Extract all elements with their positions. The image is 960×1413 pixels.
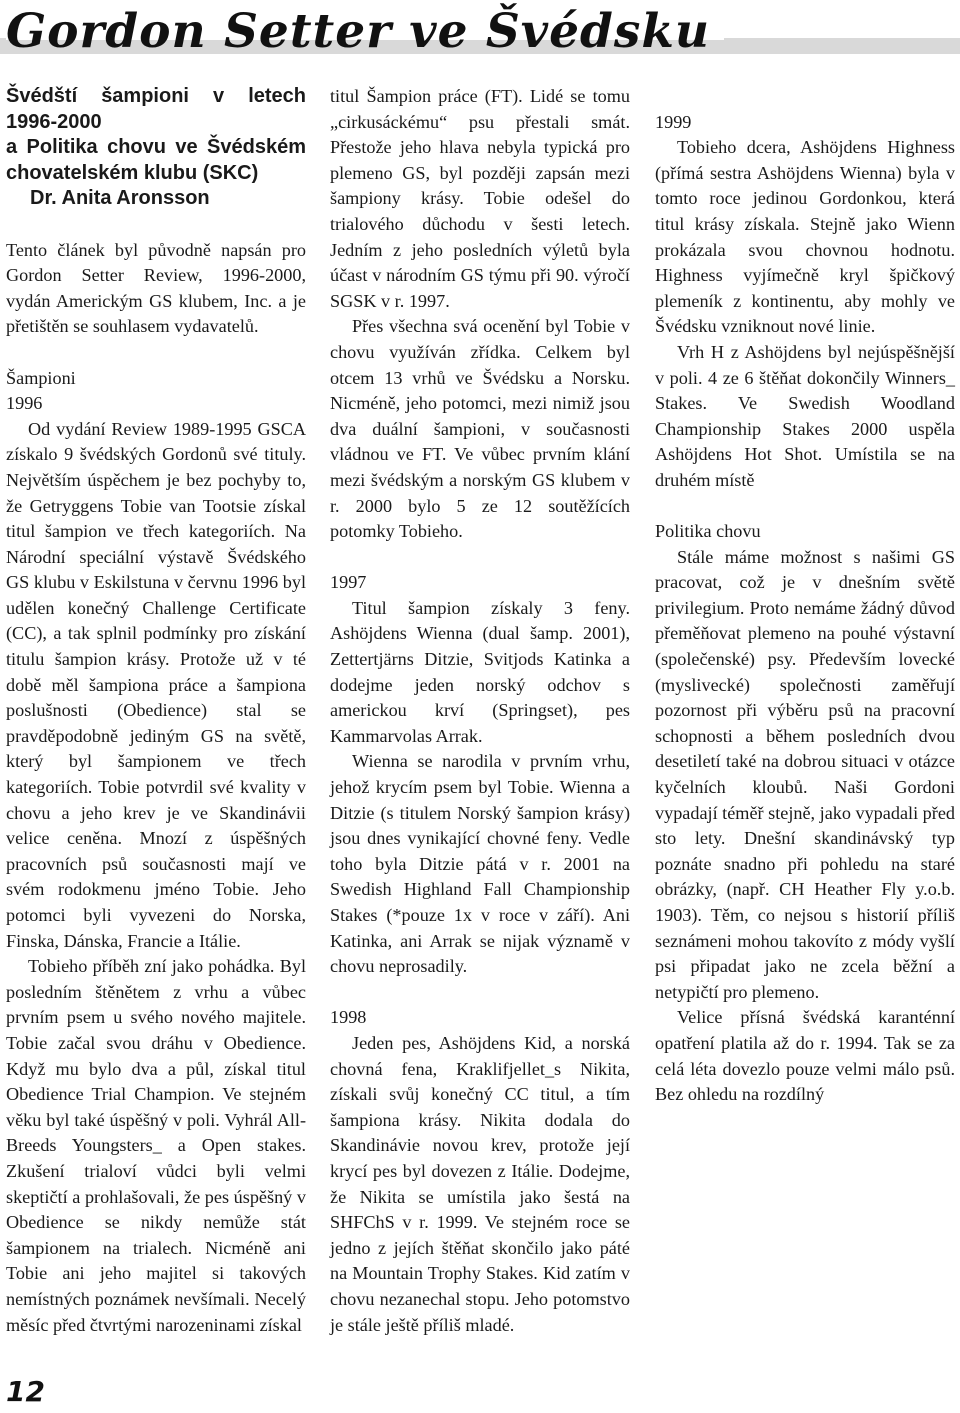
intro-paragraph: Tento článek byl původně napsán pro Gordon Setter Review, 1996-2000, vydán Americkým GS klubem, Inc. a je přetištěn se souhlasem vydavatelů.: [6, 239, 306, 337]
article-subtitle-line-2: a Politika chovu ve Švédském chovatelském klubu (SKC): [6, 136, 306, 184]
paragraph-1996-3: Přes všechna svá ocenění byl Tobie v chovu využíván zřídka. Celkem byl otcem 13 vrhů ve Švédsku a Norsku. Nicméně, jeho potomci, mezi nimiž jsou dva duální šampioni, v současnosti vládnou ve FT. Ve vůbec prvním klání mezi švédským a norským GS klubem v r. 2000 bylo 5 ze 12 soutěžících potomky Tobieho.: [330, 316, 630, 542]
paragraph-1997-2: Wienna se narodila v prvním vrhu, jehož krycím psem byl Tobie. Wienna a Ditzie (s titulem Norský šampion krásy) jsou dnes vynikající chovné feny. Vedle toho byla Ditzie pátá v r. 2001 na Swedish Highland Fall Championship Stakes (*pouze 1x v roce v září). Ani Katinka, ani Arrak se nijak významě v chovu neprosadily.: [330, 751, 630, 977]
paragraph-1998-1: Jeden pes, Ashöjdens Kid, a norská chovná fena, Kraklifjellet_s Nikita, získali svůj konečný CC titul, a tím šampiona krásy. Nikita dodala do Skandinávie novou krev, protože její krycí pes byl dovezen z Itálie. Dodejme, že Nikita se umístila jako šestá na SHFChS v r. 1999. Ve stejném roce se jedno z jejích štěňat skončilo jako páté na Mountain Trophy Stakes. Kid zatím v chovu nezanechal stopu. Jeho potomstvo je stále ještě příliš mladé.: [330, 1032, 630, 1335]
text-column-3: [655, 84, 955, 1108]
paragraph-1996-1: Od vydání Review 1989-1995 GSCA získalo 9 švédských Gordonů své tituly. Největším úspěchem je bez pochyby to, že Getryggens Tobie van Tootsie získal titul šampion ve třech kategoriích. Na Národní speciální výstavě Švédského GS klubu v Eskilstuna v červnu 1996 byl udělen konečný Challenge Certificate (CC), a tak splnil podmínky pro získání titulu šampion krásy. Protože už v té době měl šampiona práce a šampiona poslušnosti (Obedience) stal se pravděpodobně jediným GS na světě, který byl šampionem ve třech kategoriích. Tobie potvrdil své kvality v chovu a jeho krev je ve Skandinávii velice ceněna. Mnozí z úspěšných pracovních psů současnosti mají ve svém rodokmenu jméno Tobie. Jeho potomci byli vyvezeni do Norska, Finska, Dánska, Francie a Itálie.: [6, 418, 306, 951]
paragraph-policy-1: Stále máme možnost s našimi GS pracovat, což je v dnešním světě privilegium. Proto nemáme žádný důvod přeměňovat plemeno na pouhé výstavní (společenské) psy. Především lovecké (myslivecké) společnosti zaměřují pozornost při výběru psů na pracovní schopnosti a během posledních dvou desetiletí také na dobrou situaci v otázce kyčelních kloubů. Naši Gordoni vypadají téměř stejně, jako vypadali před sto lety. Dnešní skandinávský typ poznáte snadno při pohledu na staré obrázky, (např. CH Heather Fly y.o.b. 1903). Těm, co nejsou s historií příliš seznámeni mohou takovíto z módy vyšlí psi připadat jako ne zcela běžní a netypičtí pro plemeno.: [655, 546, 955, 1002]
section-heading-champions: Šampioni: [6, 367, 76, 388]
text-column-2: [330, 84, 630, 1338]
year-heading-1997: 1997: [330, 572, 367, 593]
paragraph-1997-1: Titul šampion získaly 3 feny. Ashöjdens Wienna (dual šamp. 2001), Zettertjärns Ditzie, Svitjods Katinka a dodejme jeden norský odchov s americkou krví (Springset), pes Kammarvolas Arrak.: [330, 597, 630, 746]
paragraph-1996-2: Tobieho příběh zní jako pohádka. Byl posledním štěnětem z vrhu a vůbec prvním psem u svého nového majitele. Tobie začal svou dráhu v Obedience. Když mu bylo dva a půl, získal titul Obedience Trial Champion. Ve stejném věku byl také úspěšný v poli. Vyhrál All-Breeds Youngsters_ a Open stakes. Zkušení trialoví vůdci byli velmi skeptičtí a prohlašovali, že pes úspěšný v Obedience se nikdy nemůže stát šampionem na trialech. Nicméně ani Tobie ani jeho majitel si takových nemístných poznámek nevšímali. Necelý měsíc před čtvrtými narozeninami získal: [6, 956, 306, 1335]
section-heading-breeding-policy: Politika chovu: [655, 521, 761, 542]
page-title: Gordon Setter ve Švédsku: [6, 4, 724, 60]
text-column-1: [6, 84, 306, 1338]
paragraph-1999-2: Vrh H z Ashöjdens byl nejúspěšnější v poli. 4 ze 6 štěňat dokončily Winners_ Stakes. Ve Swedish Woodland Championship Stakes 2000 uspěla Ashöjdens Hot Shot. Umístila se na druhém místě: [655, 341, 955, 490]
paragraph-policy-2: Velice přísná švédská karanténní opatření platila až do r. 1994. Tak se za celá léta dovezlo pouze velmi málo psů. Bez ohledu na rozdílný: [655, 1007, 955, 1105]
article-subtitle-line-1: Švédští šampioni v letech 1996-2000: [6, 85, 306, 133]
page-number: 12: [6, 1375, 45, 1408]
page-header: [0, 0, 960, 70]
paragraph-1999-1: Tobieho dcera, Ashöjdens Highness (přímá sestra Ashöjdens Wienna) byla v tomto roce jedinou Gordonkou, která titul krásy získala. Stejně jako Wienn prokázala svou chovnou hodnotu. Highness vyjímečně kryl špičkový plemeník z kontinentu, aby mohly ve Švédsku vzniknout nové linie.: [655, 137, 955, 337]
year-heading-1996: 1996: [6, 393, 43, 414]
article-author: Dr. Anita Aronsson: [30, 187, 210, 210]
year-heading-1999: 1999: [655, 111, 692, 132]
paragraph-1996-2-continued: titul Šampion práce (FT). Lidé se tomu „cirkusáckému“ psu přestali smát. Přestože jeho hlava nebyla typická pro plemeno GS, byl později zapsán mezi šampiony krásy. Tobie odešel do trialového důchodu v šesti letech. Jedním z jeho posledních výletů byla účast v národním GS týmu při 90. výročí SGSK v r. 1997.: [330, 86, 630, 311]
year-heading-1998: 1998: [330, 1007, 367, 1028]
